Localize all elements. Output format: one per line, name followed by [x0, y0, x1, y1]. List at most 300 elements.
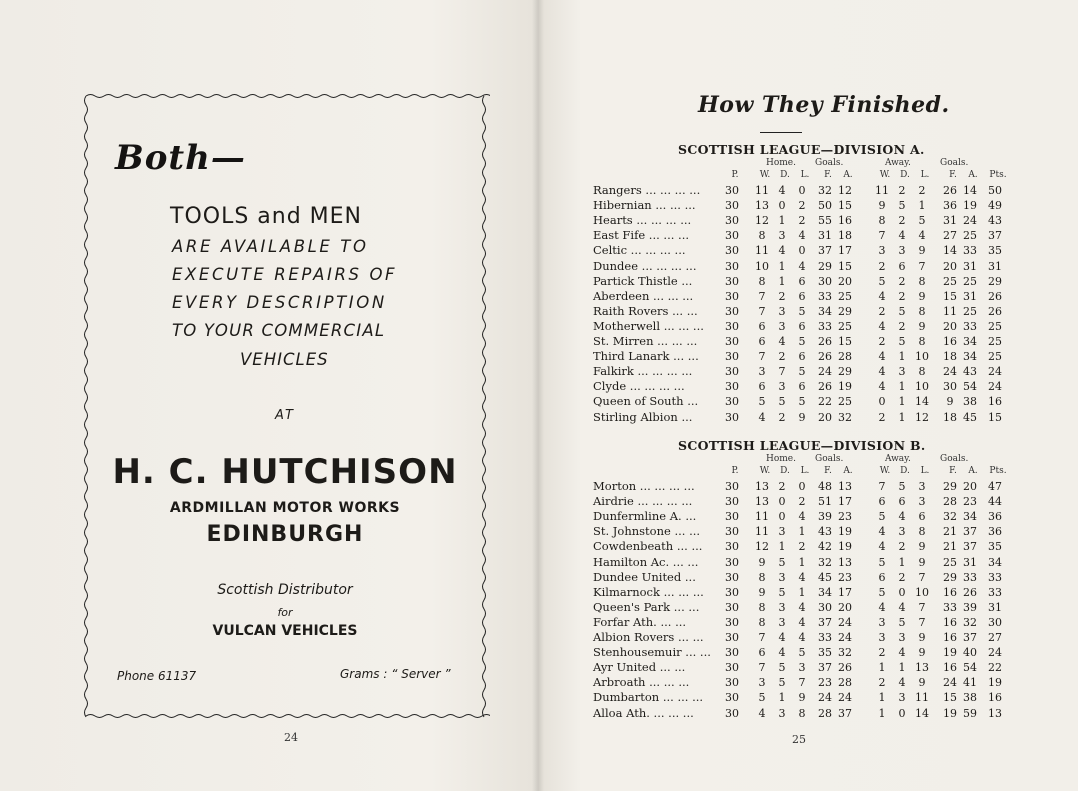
stat-cell: 6 [798, 319, 806, 333]
team-name: Dundee United ... [593, 569, 696, 584]
team-name: Stirling Albion ... [593, 409, 693, 424]
stat-cell: 3 [758, 676, 766, 690]
stat-cell: 26 [943, 184, 957, 197]
stat-cell: 5 [778, 676, 786, 690]
team-name: St. Johnstone ... ... [593, 524, 701, 539]
stat-cell: 30 [988, 615, 1002, 629]
stat-cell: 1 [898, 380, 906, 394]
stat-cell: 4 [778, 646, 786, 660]
stat-cell: 1 [778, 540, 786, 554]
stat-cell: 17 [838, 585, 852, 599]
stat-cell: 3 [778, 229, 786, 243]
stat-cell: 3 [778, 570, 786, 584]
stat-cell: 8 [878, 214, 886, 228]
stat-cell: 30 [725, 365, 739, 379]
stat-cell: 39 [818, 510, 832, 524]
team-name: Clyde ... ... ... ... [593, 379, 685, 394]
stat-cell: 8 [758, 615, 766, 629]
column-header: W. [879, 170, 891, 180]
stat-cell: 28 [838, 350, 852, 364]
stat-cell: 7 [918, 259, 926, 273]
stat-cell: 7 [878, 229, 886, 243]
stat-cell: 30 [725, 410, 739, 424]
stat-cell: 1 [798, 525, 806, 539]
column-header: L. [920, 466, 930, 476]
team-name: Third Lanark ... ... [593, 349, 699, 364]
stat-cell: 11 [875, 184, 889, 197]
stat-cell: 5 [898, 480, 906, 493]
stat-cell: 7 [918, 615, 926, 629]
stat-cell: 23 [818, 676, 832, 690]
column-header: D. [900, 466, 910, 476]
stat-cell: 4 [778, 244, 786, 258]
stat-cell: 32 [943, 510, 957, 524]
stat-cell: 24 [943, 676, 957, 690]
stat-cell: 5 [798, 365, 806, 379]
stat-cell: 3 [918, 495, 926, 509]
stat-cell: 11 [755, 244, 769, 258]
stat-cell: 3 [778, 600, 786, 614]
stat-cell: 4 [898, 676, 906, 690]
stat-cell: 1 [918, 199, 926, 213]
column-header: W. [759, 466, 771, 476]
stat-cell: 5 [878, 274, 886, 288]
stat-cell: 9 [918, 540, 926, 554]
stat-cell: 3 [918, 480, 926, 493]
stat-cell: 3 [898, 631, 906, 644]
brand-name: VULCAN VEHICLES [212, 623, 358, 639]
stat-cell: 4 [898, 229, 906, 243]
stat-cell: 9 [758, 585, 766, 599]
stat-cell: 1 [778, 259, 786, 273]
team-name: Dunfermline A. ... [593, 509, 697, 524]
team-name: Ayr United ... ... [593, 660, 686, 675]
stat-cell: 7 [778, 365, 786, 379]
stat-cell: 4 [878, 525, 886, 539]
stat-cell: 2 [798, 214, 806, 228]
stat-cell: 31 [963, 289, 977, 303]
stat-cell: 24 [818, 365, 832, 379]
stat-cell: 5 [898, 335, 906, 348]
stat-cell: 30 [725, 304, 739, 318]
stat-cell: 4 [878, 600, 886, 614]
stat-cell: 19 [943, 706, 957, 720]
stat-cell: 2 [878, 676, 886, 690]
stat-cell: 4 [778, 184, 786, 197]
stat-cell: 1 [878, 706, 886, 720]
stat-cell: 33 [818, 631, 832, 644]
header-group-away: Away. [885, 454, 911, 464]
advert-headline: Both— [115, 138, 246, 178]
stat-cell: 15 [943, 289, 957, 303]
stat-cell: 16 [943, 661, 957, 675]
page-number-left: 24 [284, 731, 298, 744]
stat-cell: 16 [943, 585, 957, 599]
stat-cell: 4 [878, 540, 886, 554]
stat-cell: 5 [898, 615, 906, 629]
advert-line-5: TO YOUR COMMERCIAL [172, 321, 386, 340]
stat-cell: 36 [988, 525, 1002, 539]
stat-cell: 3 [878, 244, 886, 258]
stat-cell: 11 [755, 184, 769, 197]
stat-cell: 4 [778, 631, 786, 644]
stat-cell: 20 [943, 319, 957, 333]
stat-cell: 49 [988, 199, 1002, 213]
stat-cell: 30 [725, 199, 739, 213]
stat-cell: 39 [963, 600, 977, 614]
header-group-home: Home. [766, 158, 796, 168]
stat-cell: 30 [725, 510, 739, 524]
team-name: Queen of South ... [593, 394, 699, 409]
phone-number: Phone 61137 [117, 669, 197, 683]
stat-cell: 25 [988, 319, 1002, 333]
stat-cell: 24 [943, 365, 957, 379]
stat-cell: 24 [838, 631, 852, 644]
stat-cell: 1 [778, 274, 786, 288]
stat-cell: 5 [878, 555, 886, 569]
stat-cell: 33 [963, 319, 977, 333]
stat-cell: 20 [963, 480, 977, 493]
stat-cell: 1 [898, 555, 906, 569]
stat-cell: 14 [915, 706, 929, 720]
stat-cell: 2 [798, 199, 806, 213]
stat-cell: 0 [778, 495, 786, 509]
column-header: P. [731, 466, 739, 476]
stat-cell: 7 [758, 289, 766, 303]
stat-cell: 2 [778, 410, 786, 424]
team-name: Partick Thistle ... [593, 273, 693, 288]
stat-cell: 3 [778, 319, 786, 333]
stat-cell: 24 [988, 646, 1002, 660]
stat-cell: 18 [943, 410, 957, 424]
stat-cell: 9 [798, 410, 806, 424]
stat-cell: 29 [943, 480, 957, 493]
stat-cell: 14 [943, 244, 957, 258]
stat-cell: 5 [878, 510, 886, 524]
team-name: Celtic ... ... ... ... [593, 243, 686, 258]
stat-cell: 13 [988, 706, 1002, 720]
stat-cell: 3 [898, 691, 906, 705]
stat-cell: 31 [963, 259, 977, 273]
stat-cell: 4 [758, 706, 766, 720]
stat-cell: 4 [878, 319, 886, 333]
stat-cell: 9 [878, 199, 886, 213]
team-name: Morton ... ... ... ... [593, 479, 695, 493]
stat-cell: 5 [798, 395, 806, 409]
stat-cell: 35 [988, 244, 1002, 258]
stat-cell: 30 [725, 540, 739, 554]
stat-cell: 30 [725, 555, 739, 569]
team-name: Raith Rovers ... ... [593, 303, 698, 318]
stat-cell: 2 [878, 646, 886, 660]
stat-cell: 30 [725, 570, 739, 584]
stat-cell: 1 [878, 691, 886, 705]
stat-cell: 33 [943, 600, 957, 614]
stat-cell: 31 [818, 229, 832, 243]
stat-cell: 9 [918, 555, 926, 569]
column-header: D. [900, 170, 910, 180]
stat-cell: 4 [798, 259, 806, 273]
stat-cell: 24 [988, 365, 1002, 379]
stat-cell: 24 [838, 691, 852, 705]
column-header: W. [879, 466, 891, 476]
stat-cell: 29 [818, 259, 832, 273]
telegram-address: Grams : “ Server ” [340, 667, 451, 681]
stat-cell: 5 [778, 555, 786, 569]
stat-cell: 10 [915, 585, 929, 599]
advert-line-1: TOOLS and MEN [170, 204, 363, 229]
stat-cell: 3 [798, 661, 806, 675]
stat-cell: 30 [818, 274, 832, 288]
stat-cell: 1 [898, 410, 906, 424]
stat-cell: 0 [798, 184, 806, 197]
stat-cell: 6 [758, 380, 766, 394]
stat-cell: 2 [878, 304, 886, 318]
stat-cell: 30 [725, 244, 739, 258]
stat-cell: 8 [918, 335, 926, 348]
column-header: W. [759, 170, 771, 180]
stat-cell: 1 [878, 661, 886, 675]
stat-cell: 26 [988, 289, 1002, 303]
stat-cell: 1 [798, 555, 806, 569]
stat-cell: 0 [898, 585, 906, 599]
header-group-goals: Goals. [815, 158, 844, 168]
advert-line-6: VEHICLES [240, 350, 329, 369]
stat-cell: 17 [838, 244, 852, 258]
advert-line-4: EVERY DESCRIPTION [172, 293, 387, 312]
stat-cell: 25 [963, 274, 977, 288]
column-header: D. [780, 466, 790, 476]
division-title: SCOTTISH LEAGUE—DIVISION A. [678, 142, 925, 157]
stat-cell: 59 [963, 706, 977, 720]
stat-cell: 13 [755, 495, 769, 509]
stat-cell: 3 [778, 380, 786, 394]
stat-cell: 5 [798, 304, 806, 318]
stat-cell: 45 [963, 410, 977, 424]
stat-cell: 18 [838, 229, 852, 243]
for-text: for [277, 606, 293, 619]
column-header: Pts. [989, 170, 1007, 180]
team-name: Hearts ... ... ... ... [593, 213, 692, 228]
column-header: A. [843, 170, 853, 180]
works-name: ARDMILLAN MOTOR WORKS [169, 500, 401, 516]
stat-cell: 25 [838, 395, 852, 409]
stat-cell: 14 [963, 184, 977, 197]
stat-cell: 5 [898, 304, 906, 318]
stat-cell: 0 [878, 395, 886, 409]
team-name: St. Mirren ... ... ... [593, 334, 698, 348]
stat-cell: 37 [963, 540, 977, 554]
stat-cell: 37 [963, 631, 977, 644]
stat-cell: 6 [878, 570, 886, 584]
column-header: A. [968, 466, 978, 476]
team-name: Airdrie ... ... ... ... [593, 494, 693, 509]
header-group-goals: Goals. [940, 454, 969, 464]
stat-cell: 25 [988, 350, 1002, 364]
stat-cell: 5 [898, 199, 906, 213]
title-rule [760, 132, 802, 133]
stat-cell: 26 [838, 661, 852, 675]
stat-cell: 35 [818, 646, 832, 660]
stat-cell: 37 [988, 229, 1002, 243]
stat-cell: 33 [818, 289, 832, 303]
column-header: F. [949, 170, 957, 180]
stat-cell: 6 [798, 350, 806, 364]
stat-cell: 33 [988, 585, 1002, 599]
stat-cell: 2 [778, 289, 786, 303]
team-name: Alloa Ath. ... ... ... [593, 705, 694, 720]
stat-cell: 9 [918, 676, 926, 690]
stat-cell: 30 [725, 319, 739, 333]
stat-cell: 32 [818, 184, 832, 197]
book-gutter [532, 0, 544, 791]
stat-cell: 30 [725, 395, 739, 409]
stat-cell: 19 [963, 199, 977, 213]
stat-cell: 24 [818, 691, 832, 705]
stat-cell: 19 [838, 525, 852, 539]
stat-cell: 30 [725, 706, 739, 720]
stat-cell: 1 [778, 214, 786, 228]
stat-cell: 9 [918, 319, 926, 333]
stat-cell: 14 [915, 395, 929, 409]
team-name: Dumbarton ... ... ... [593, 690, 704, 705]
stat-cell: 3 [878, 615, 886, 629]
stat-cell: 50 [818, 199, 832, 213]
stat-cell: 8 [798, 706, 806, 720]
stat-cell: 32 [818, 555, 832, 569]
stat-cell: 22 [818, 395, 832, 409]
stat-cell: 16 [943, 615, 957, 629]
stat-cell: 21 [943, 540, 957, 554]
stat-cell: 25 [943, 274, 957, 288]
stat-cell: 6 [898, 259, 906, 273]
stat-cell: 31 [943, 214, 957, 228]
stat-cell: 33 [818, 319, 832, 333]
stat-cell: 26 [818, 380, 832, 394]
stat-cell: 38 [963, 691, 977, 705]
stat-cell: 50 [988, 184, 1002, 197]
team-name: Arbroath ... ... ... [593, 675, 690, 690]
stat-cell: 32 [963, 615, 977, 629]
stat-cell: 19 [988, 676, 1002, 690]
stat-cell: 8 [918, 365, 926, 379]
stat-cell: 30 [725, 229, 739, 243]
stat-cell: 9 [758, 555, 766, 569]
stat-cell: 37 [818, 661, 832, 675]
stat-cell: 30 [725, 184, 739, 197]
stat-cell: 8 [758, 570, 766, 584]
stat-cell: 2 [798, 495, 806, 509]
stat-cell: 0 [778, 199, 786, 213]
city-name: EDINBURGH [206, 522, 364, 547]
stat-cell: 7 [758, 304, 766, 318]
stat-cell: 4 [898, 646, 906, 660]
results-title: How They Finished. [698, 92, 950, 118]
stat-cell: 33 [963, 244, 977, 258]
stat-cell: 8 [758, 600, 766, 614]
stat-cell: 3 [778, 525, 786, 539]
advert-at: AT [275, 408, 295, 423]
team-name: Cowdenbeath ... ... [593, 539, 703, 554]
stat-cell: 22 [988, 661, 1002, 675]
stat-cell: 21 [943, 525, 957, 539]
stat-cell: 4 [878, 289, 886, 303]
stat-cell: 0 [778, 510, 786, 524]
stat-cell: 2 [778, 350, 786, 364]
advert-line-2: ARE AVAILABLE TO [172, 237, 369, 256]
stat-cell: 2 [798, 540, 806, 554]
stat-cell: 47 [988, 480, 1002, 493]
team-name: Dundee ... ... ... ... [593, 258, 697, 273]
column-header: A. [843, 466, 853, 476]
stat-cell: 37 [818, 615, 832, 629]
stat-cell: 4 [798, 229, 806, 243]
stat-cell: 5 [778, 395, 786, 409]
stat-cell: 4 [798, 570, 806, 584]
stat-cell: 30 [725, 676, 739, 690]
stat-cell: 3 [898, 365, 906, 379]
stat-cell: 34 [963, 335, 977, 348]
stat-cell: 31 [963, 555, 977, 569]
stat-cell: 32 [838, 646, 852, 660]
stat-cell: 11 [755, 525, 769, 539]
stat-cell: 1 [898, 661, 906, 675]
stat-cell: 1 [798, 585, 806, 599]
stat-cell: 41 [963, 676, 977, 690]
stat-cell: 9 [918, 289, 926, 303]
stat-cell: 33 [963, 570, 977, 584]
team-name: Motherwell ... ... ... [593, 318, 704, 333]
stat-cell: 1 [778, 691, 786, 705]
stat-cell: 2 [878, 259, 886, 273]
stat-cell: 2 [778, 480, 786, 493]
stat-cell: 26 [988, 304, 1002, 318]
stat-cell: 3 [758, 365, 766, 379]
stat-cell: 2 [898, 274, 906, 288]
stat-cell: 37 [963, 525, 977, 539]
stat-cell: 6 [758, 319, 766, 333]
stat-cell: 5 [778, 661, 786, 675]
stat-cell: 6 [758, 335, 766, 348]
stat-cell: 38 [963, 395, 977, 409]
team-name: Aberdeen ... ... ... [593, 288, 694, 303]
stat-cell: 7 [758, 350, 766, 364]
header-group-away: Away. [885, 158, 911, 168]
team-name: Albion Rovers ... ... [593, 630, 704, 644]
stat-cell: 33 [988, 570, 1002, 584]
team-name: East Fife ... ... ... [593, 228, 690, 243]
stat-cell: 5 [878, 585, 886, 599]
stat-cell: 5 [758, 691, 766, 705]
stat-cell: 8 [918, 525, 926, 539]
stat-cell: 13 [838, 555, 852, 569]
stat-cell: 34 [818, 304, 832, 318]
stat-cell: 24 [963, 214, 977, 228]
stat-cell: 26 [818, 350, 832, 364]
stat-cell: 9 [946, 395, 954, 409]
stat-cell: 4 [878, 380, 886, 394]
stat-cell: 8 [918, 304, 926, 318]
stat-cell: 3 [778, 304, 786, 318]
stat-cell: 4 [758, 410, 766, 424]
stat-cell: 13 [838, 480, 852, 493]
stat-cell: 30 [725, 600, 739, 614]
stat-cell: 40 [963, 646, 977, 660]
stat-cell: 5 [798, 335, 806, 348]
stat-cell: 6 [918, 510, 926, 524]
stat-cell: 6 [898, 495, 906, 509]
stat-cell: 37 [818, 244, 832, 258]
